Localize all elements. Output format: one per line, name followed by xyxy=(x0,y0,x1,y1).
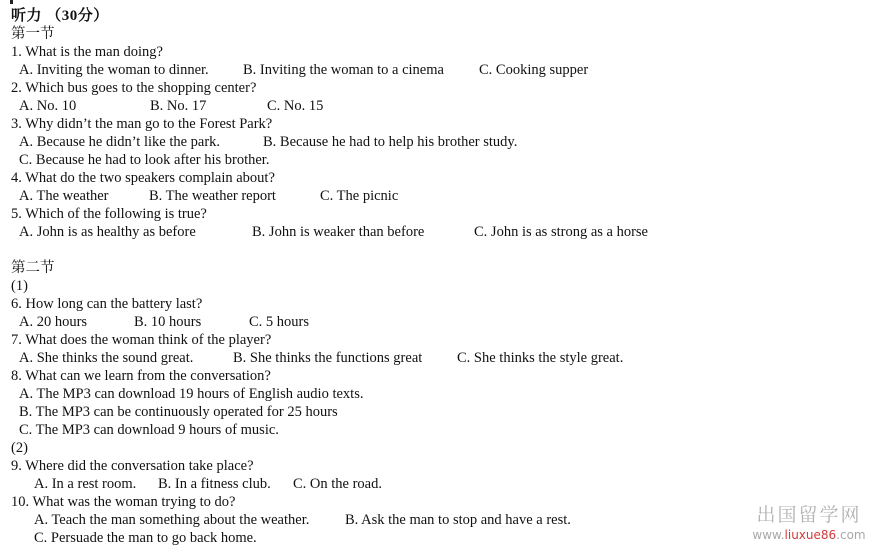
section-title: 听力 （30分） xyxy=(11,8,109,24)
question-2: 2. Which bus goes to the shopping center? xyxy=(11,80,257,96)
option-9c: C. On the road. xyxy=(293,476,382,492)
option-2c: C. No. 15 xyxy=(267,98,324,114)
corner-mark xyxy=(10,0,13,4)
option-2b: B. No. 17 xyxy=(150,98,207,114)
option-8c: C. The MP3 can download 9 hours of music. xyxy=(19,422,279,438)
option-3c: C. Because he had to look after his brother. xyxy=(19,152,270,168)
question-3: 3. Why didn’t the man go to the Forest Park? xyxy=(11,116,273,132)
option-6c: C. 5 hours xyxy=(249,314,310,330)
section-1-heading: 第一节 xyxy=(11,26,55,42)
watermark-url-suffix: .com xyxy=(836,528,866,542)
option-3b: B. Because he had to help his brother study. xyxy=(263,134,518,150)
question-9: 9. Where did the conversation take place? xyxy=(11,458,254,474)
options-5 xyxy=(0,223,887,241)
part-2-label: (2) xyxy=(11,440,28,456)
section-2-heading: 第二节 xyxy=(11,260,55,276)
option-2a: A. No. 10 xyxy=(19,98,77,114)
watermark-url-brand: liuxue86 xyxy=(784,528,837,542)
options-3 xyxy=(0,133,887,151)
option-4a: A. The weather xyxy=(19,188,109,204)
watermark-url xyxy=(739,528,879,542)
question-6: 6. How long can the battery last? xyxy=(11,296,203,312)
question-5: 5. Which of the following is true? xyxy=(11,206,207,222)
options-2 xyxy=(0,97,887,115)
option-4c: C. The picnic xyxy=(320,188,399,204)
option-10b: B. Ask the man to stop and have a rest. xyxy=(345,512,571,528)
option-10c: C. Persuade the man to go back home. xyxy=(34,530,257,546)
question-1: 1. What is the man doing? xyxy=(11,44,163,60)
part-1-label: (1) xyxy=(11,278,28,294)
question-8: 8. What can we learn from the conversation? xyxy=(11,368,271,384)
option-9b: B. In a fitness club. xyxy=(158,476,271,492)
question-4: 4. What do the two speakers complain about? xyxy=(11,170,275,186)
option-7b: B. She thinks the functions great xyxy=(233,350,423,366)
option-4b: B. The weather report xyxy=(149,188,276,204)
watermark-title: 出国留学网 xyxy=(756,504,862,526)
option-1c: C. Cooking supper xyxy=(479,62,589,78)
question-10: 10. What was the woman trying to do? xyxy=(11,494,236,510)
options-9 xyxy=(0,475,887,493)
option-1a: A. Inviting the woman to dinner. xyxy=(19,62,209,78)
option-6b: B. 10 hours xyxy=(134,314,202,330)
option-7a: A. She thinks the sound great. xyxy=(19,350,194,366)
option-8a: A. The MP3 can download 19 hours of English audio texts. xyxy=(19,386,364,402)
option-6a: A. 20 hours xyxy=(19,314,88,330)
option-5c: C. John is as strong as a horse xyxy=(474,224,648,240)
site-watermark xyxy=(739,502,879,546)
option-1b: B. Inviting the woman to a cinema xyxy=(243,62,444,78)
options-6 xyxy=(0,313,887,331)
option-9a: A. In a rest room. xyxy=(34,476,137,492)
option-7c: C. She thinks the style great. xyxy=(457,350,624,366)
options-4 xyxy=(0,187,887,205)
option-8b: B. The MP3 can be continuously operated for 25 hours xyxy=(19,404,338,420)
question-7: 7. What does the woman think of the player? xyxy=(11,332,272,348)
options-1 xyxy=(0,61,887,79)
watermark-url-prefix: www. xyxy=(752,528,785,542)
option-5b: B. John is weaker than before xyxy=(252,224,425,240)
options-7 xyxy=(0,349,887,367)
option-5a: A. John is as healthy as before xyxy=(19,224,196,240)
option-10a: A. Teach the man something about the weather. xyxy=(34,512,310,528)
option-3a: A. Because he didn’t like the park. xyxy=(19,134,221,150)
